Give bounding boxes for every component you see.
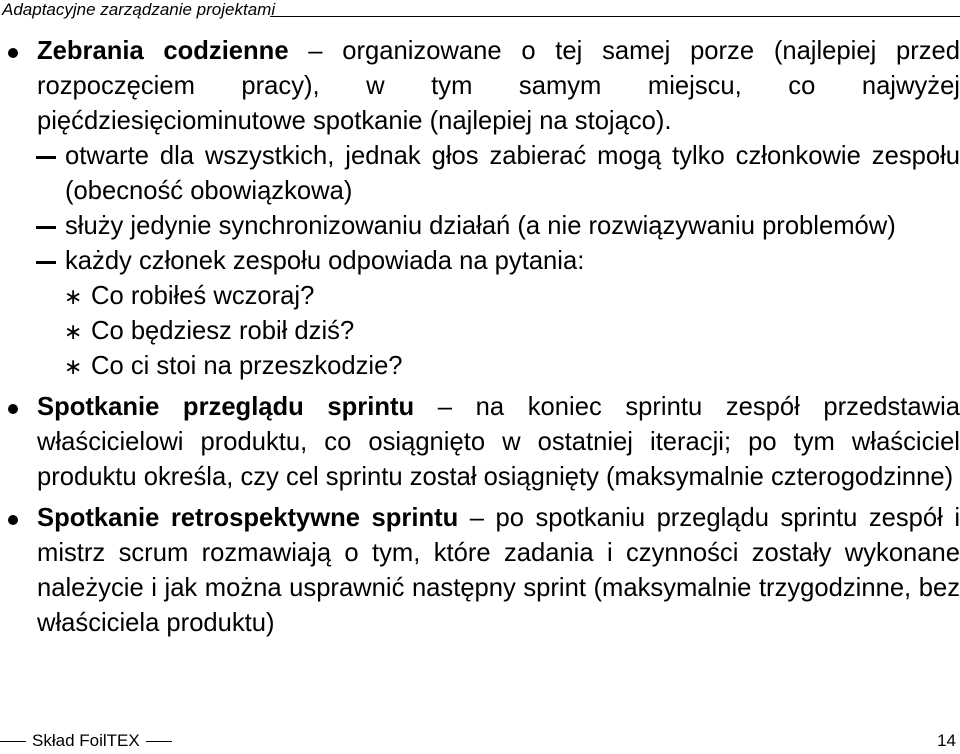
bullet-dot-icon — [8, 515, 18, 525]
bullet-sprint-review — [0, 390, 960, 495]
asterisk-icon: ∗ — [64, 319, 83, 344]
header-title: Adaptacyjne zarządzanie projektami — [2, 0, 276, 19]
footer-credit — [0, 730, 172, 752]
bullet-lead: Zebrania codzienne — [37, 37, 289, 65]
page-number: 14 — [937, 731, 956, 750]
dash-icon — [36, 261, 56, 264]
asterisk-icon: ∗ — [64, 354, 83, 379]
question-text: Co ci stoi na przeszkodzie? — [91, 352, 403, 380]
question-item — [0, 279, 960, 314]
question-text: Co będziesz robił dziś? — [91, 317, 355, 345]
sub-bullet-text: służy jedynie synchronizowaniu działań (a nie rozwiązywaniu problemów) — [65, 212, 896, 240]
sub-bullet — [0, 244, 960, 279]
bullet-text: – po spotkaniu przeglądu sprintu zespół i mistrz scrum rozmawiają o tym, które zadania i czynności zostały wykonane należycie i jak można usprawnić następny sprint (maksymalnie trzygodzinne, bez właściciela produktu) — [37, 504, 960, 637]
bullet-text: – na koniec sprintu zespół przedstawia właścicielowi produktu, co osiągnięto w ostatniej iteracji; po tym właściciel produktu określa, czy cel sprintu został osiągnięty (maksymalnie czterogodzinne) — [37, 393, 960, 491]
slide-content — [0, 34, 960, 641]
footer-rule — [0, 741, 26, 742]
question-item — [0, 314, 960, 349]
bullet-dot-icon — [8, 404, 18, 414]
footer-credit-text: Skład FoilTEX — [32, 731, 140, 750]
bullet-daily-meetings — [0, 34, 960, 139]
sub-bullet — [0, 139, 960, 209]
asterisk-icon: ∗ — [64, 284, 83, 309]
sub-bullet-text: każdy członek zespołu odpowiada na pytania: — [65, 247, 585, 275]
sub-bullet-text: otwarte dla wszystkich, jednak głos zabierać mogą tylko członkowie zespołu (obecność obowiązkowa) — [65, 142, 960, 205]
bullet-lead: Spotkanie retrospektywne sprintu — [37, 504, 459, 532]
footer-rule — [146, 741, 172, 742]
bullet-lead: Spotkanie przeglądu sprintu — [37, 393, 415, 421]
question-item — [0, 349, 960, 384]
dash-icon — [36, 156, 56, 159]
dash-icon — [36, 226, 56, 229]
bullet-text: – organizowane o tej samej porze (najlepiej przed rozpoczęciem pracy), w tym samym miejscu, co najwyżej pięćdziesięciominutowe spotkanie (najlepiej na stojąco). — [37, 37, 960, 135]
bullet-dot-icon — [8, 48, 18, 58]
bullet-sprint-retrospective — [0, 501, 960, 641]
sub-bullet — [0, 209, 960, 244]
question-text: Co robiłeś wczoraj? — [91, 282, 315, 310]
